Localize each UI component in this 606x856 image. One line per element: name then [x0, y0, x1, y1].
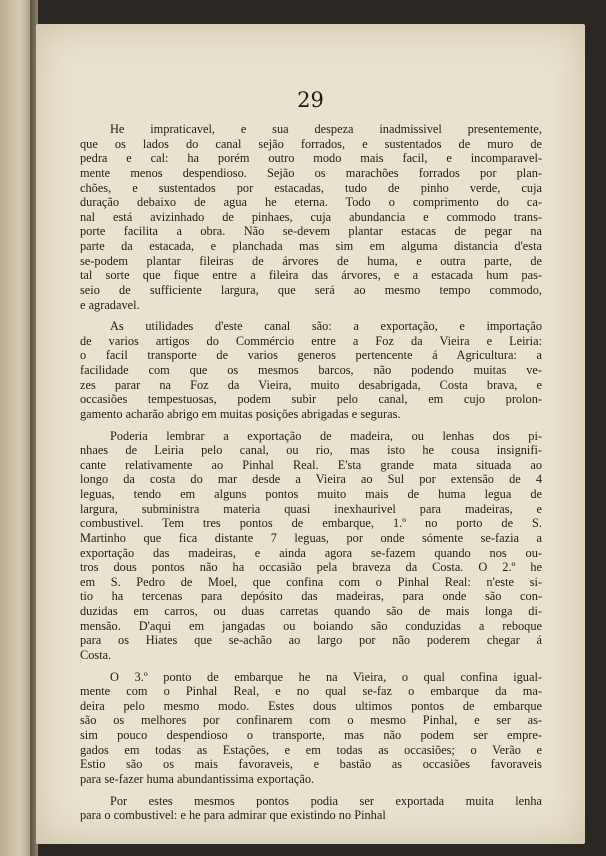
page-number: 29: [297, 88, 324, 112]
text-line: Poderia lembrar a exportação de madeira, ou lenhas dos pi-: [110, 428, 542, 443]
text-line: duração debaixo de agua he eterna. Todo o comprimento do ca-: [80, 195, 542, 210]
text-line: occasiões tempestuosas, podem subir pelo canal, em cujo prolon-: [80, 392, 542, 407]
text-line: nal está avizinhado de pinhaes, cuja abundancia e commodo trans-: [80, 209, 542, 224]
text-line: gamento acharão abrigo em muitas posições abrigadas e seguras.: [80, 406, 401, 421]
text-line: largura, subministra materia quasi inexhaurivel para madeiras, e: [80, 501, 542, 516]
text-line: mente com o Pinhal Real, e no qual se-faz o embarque da ma-: [80, 684, 542, 699]
paragraph: [80, 122, 542, 312]
text-line: zes parar na Foz da Vieira, muito desabrigada, Costa brava, e: [80, 377, 542, 392]
text-line: para os Hiates que se-achão ao largo por não poderem chegar á: [80, 633, 542, 648]
text-line: mente menos despendioso. Sejão os marachões forrados por plan-: [80, 165, 542, 180]
text-line: Martinho que fica distante 7 leguas, por onde sómente se-fazia a: [80, 530, 542, 545]
text-line: deira pelo mesmo modo. Estes dous ultimos pontos de embarque: [80, 698, 542, 713]
text-line: O 3.º ponto de embarque he na Vieira, o qual confina igual-: [110, 669, 542, 684]
text-line: parte da estacada, e planchada mas sim em alguma distancia d'esta: [80, 239, 542, 253]
text-line: sim pouco despendioso o transporte, mas não podem ser empre-: [80, 728, 542, 742]
text-line: chões, e sustentados por estacadas, tudo de pinho verde, cuja: [80, 180, 542, 195]
text-line: Costa.: [80, 647, 112, 662]
text-line: Por estes mesmos pontos podia ser exportada muita lenha: [110, 793, 542, 808]
text-line: para o combustivel: e he para admirar que existindo no Pinhal: [80, 808, 386, 823]
text-line: em S. Pedro de Moel, que confina com o Pinhal Real: n'este si-: [80, 574, 542, 589]
text-line: porte facilita a obra. Não se-devem plantar estacas de pegar na: [80, 224, 542, 239]
text-line: mensão. D'aqui em jangadas ou boiando são conduzidas a reboque: [80, 618, 542, 633]
paragraph: [80, 670, 542, 787]
text-line: tal sorte que fique entre a fileira das árvores, e a estacada hum pas-: [80, 268, 542, 283]
text-line: facilidade com que os mesmos barcos, não podendo muitas ve-: [80, 363, 542, 377]
text-line: e agradavel.: [80, 297, 140, 312]
text-line: para se-fazer huma abundantissima exportação.: [80, 771, 315, 786]
text-line: Estio são os mais favoraveis, e bastão as occasiões favoraveis: [80, 757, 542, 772]
text-line: exportação das madeiras, e ainda agora se-fazem quando nos ou-: [80, 545, 542, 560]
page-body-text: [80, 122, 542, 823]
text-line: se-podem plantar fileiras de árvores de huma, e outra parte, de: [80, 253, 542, 268]
text-line: são os melhores por confinarem com o mesmo Pinhal, e ser as-: [80, 713, 542, 728]
text-line: combustivel. Tem tres pontos de embarque, 1.º no porto de S.: [80, 516, 542, 531]
text-line: que os lados do canal sejão forrados, e sustentados de muro de: [80, 136, 542, 151]
text-line: pedra e cal: ha porém outro modo mais facil, e incomparavel-: [80, 151, 542, 166]
paragraph: [80, 429, 542, 663]
paragraph: [80, 319, 542, 421]
text-line: As utilidades d'este canal são: a exportação, e importação: [110, 319, 542, 334]
text-line: He impraticavel, e sua despeza inadmissivel presentemente,: [110, 122, 542, 136]
facing-page-edge: [0, 0, 34, 856]
text-line: o facil transporte de varios generos pertencente á Agricultura: a: [80, 348, 542, 363]
book-page: [36, 24, 585, 844]
text-line: de varios artigos do Commércio entre a Foz da Vieira e Leiria:: [80, 333, 542, 348]
text-line: cante relativamente ao Pinhal Real. E'sta grande mata situada ao: [80, 457, 542, 472]
text-line: duzidas em carros, ou duas carretas quando são de mais longa di-: [80, 604, 542, 618]
text-line: seio de sufficiente largura, que será ao mesmo tempo commodo,: [80, 282, 542, 297]
text-line: tio ha tercenas para depósito das madeiras, para onde são con-: [80, 589, 542, 604]
text-line: gados em todas as Estações, e em todas as occasiões; o Verão e: [80, 742, 542, 757]
text-line: tros dous pontos não ha occasião pela braveza da Costa. O 2.º he: [80, 560, 542, 575]
text-line: leguas, tendo em alguns pontos muito mais de huma legua de: [80, 487, 542, 501]
paragraph: [80, 794, 542, 823]
text-line: longo da costa do mar desde a Vieira ao Sul por extensão de 4: [80, 472, 542, 487]
text-line: nhaes de Leiria pelo canal, ou rio, mas isto he cousa insignifi-: [80, 443, 542, 458]
